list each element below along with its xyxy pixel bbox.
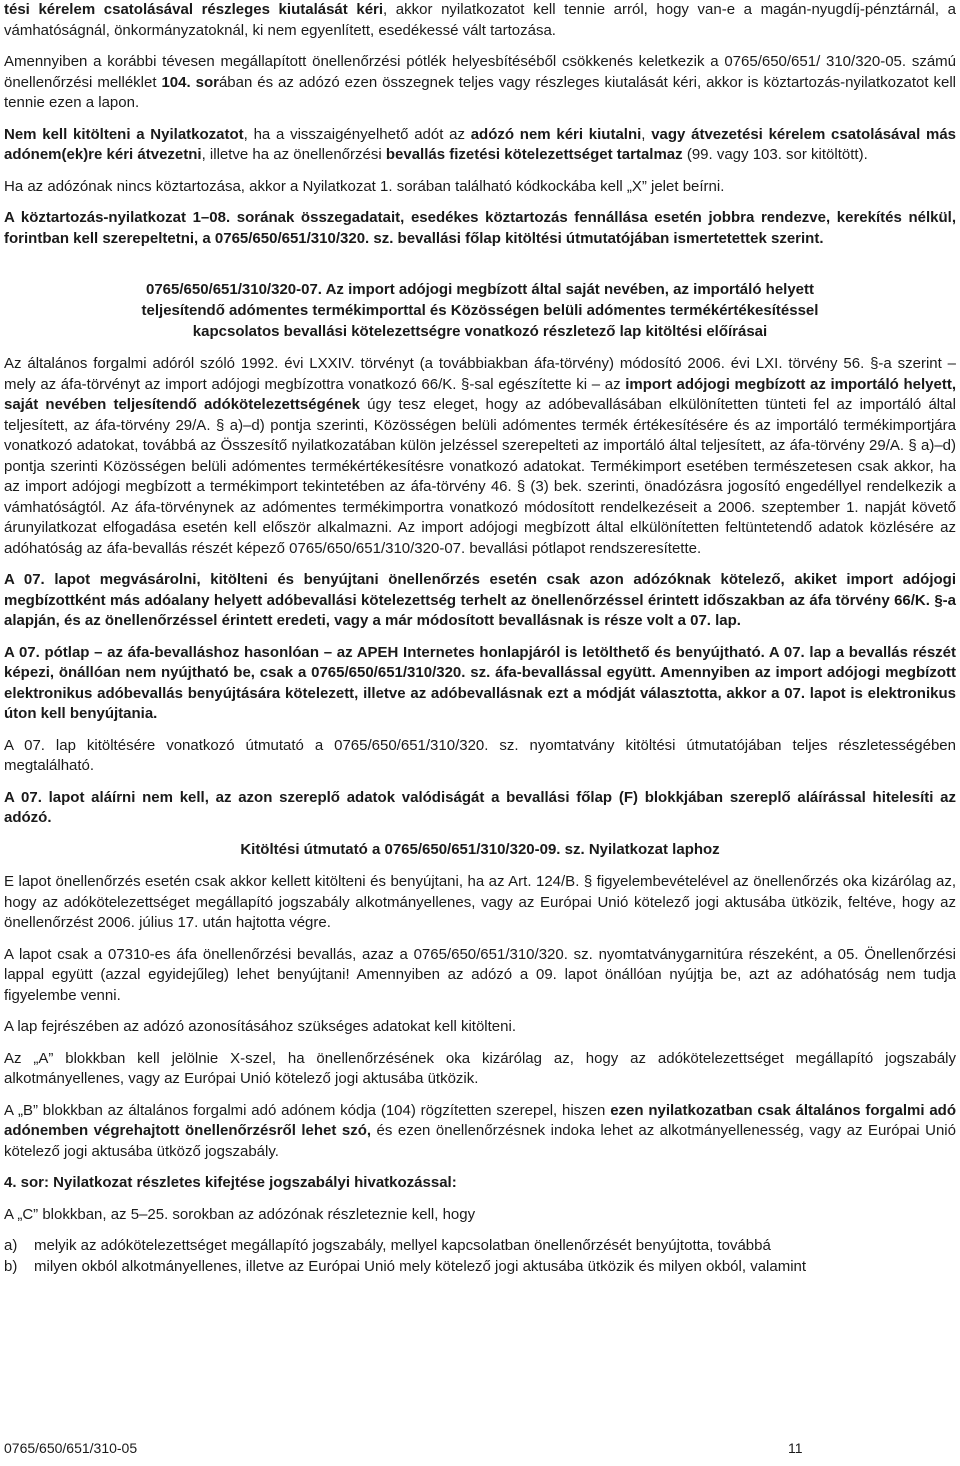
bold-text: import adójogi megbízott az importáló helyett, saját nevében teljesítendő adókötelezettségének: [4, 375, 956, 413]
paragraph-1: [4, 0, 956, 41]
paragraph-2: [4, 52, 956, 114]
paragraph-7: A 07. lapot megvásárolni, kitölteni és benyújtani önellenőrzés esetén csak azon adózóknak kötelező, akiket import adójogi megbízottként más adóalany helyett adóbevallási kötelezettség terhelt az önellenőrzéssel érintett időszakban az áfa törvény 66/K. §-a alapján, és az önellenőrzéssel érintett eredeti, vagy a már módosított bevallásnak is része volt a 07. lap.: [4, 571, 956, 629]
text: Amennyiben a korábbi tévesen megállapított önellenőrzési pótlék helyesbítéséből csökkenés keletkezik a 0765/650/651/ 310/320-05. számú önellenőrzési melléklet: [4, 53, 956, 91]
document-page: [4, 0, 956, 1283]
text: (99. vagy 103. sor kitöltött).: [682, 146, 868, 163]
page-number: 11: [788, 1440, 803, 1456]
heading-line: kapcsolatos bevallási kötelezettségre vonatkozó részletező lap kitöltési előírásai: [192, 323, 768, 340]
text: és ezen önellenőrzésnek indoka lehet az alkotmányellenesség, vagy az Európai Unió kötelező jogi aktusába ütköző jogszabály.: [4, 1122, 956, 1160]
item-list: [4, 1236, 956, 1277]
list-item-text: melyik az adókötelezettséget megállapító jogszabály, mellyel kapcsolatban önellenőrzését benyújtotta, továbbá: [34, 1237, 771, 1254]
list-marker: a): [4, 1237, 18, 1254]
bold-text: tési kérelem csatolásával részleges kiutalását kéri: [4, 1, 384, 18]
text: , akkor nyilatkozatot kell tennie arról, hogy van-e a magán-nyugdíj-pénztárnál, a vámhatóságnál, önkormányzatoknál, ki nem egyenlített, esedékessé vált tartozása.: [4, 1, 956, 39]
paragraph-16: 4. sor: Nyilatkozat részletes kifejtése jogszabályi hivatkozással:: [4, 1174, 457, 1191]
bold-text: ezen nyilatkozatban csak általános forgalmi adó adónemben végrehajtott önellenőrzésről lehet szó,: [4, 1101, 957, 1139]
text: ában és az adózó ezen összegnek teljes vagy részleges kiutalását kéri, akkor is köztartozás-nyilatkozatot kell tennie ezen a lapon.: [4, 73, 956, 111]
section-heading-07: [4, 279, 956, 342]
bold-text: 104. sor: [161, 73, 219, 91]
text: , illetve ha az önellenőrzési: [201, 146, 386, 163]
paragraph-12: A lapot csak a 07310-es áfa önellenőrzési bevallás, azaz a 0765/650/651/310/320. sz. nyomtatványgarnitúra részeként, a 05. Önellenőrzési lappal együtt (azzal egyidejűleg) lehet benyújtani! Amennyiben az adózó a 09. lapot önállóan nyújtja be, azt az adóhatóság nem tudja figyelembe venni.: [4, 945, 956, 1004]
bold-text: adózó nem kéri kiutalni: [470, 125, 642, 143]
bold-text: vagy átvezetési kérelem csatolásával más adónem(ek)re kéri átvezetni: [4, 125, 957, 163]
text: ,: [641, 125, 652, 143]
bold-text: Nem kell kitölteni a Nyilatkozatot: [4, 125, 244, 143]
list-marker: b): [4, 1257, 18, 1275]
heading-line: 0765/650/651/310/320-07. Az import adójogi megbízott által saját nevében, az importáló helyett: [145, 281, 814, 298]
list-item: [4, 1236, 956, 1257]
paragraph-14: Az „A” blokkban kell jelölnie X-szel, ha önellenőrzésének oka kizárólag az, hogy az adókötelezettséget megállapító jogszabály alkotmányellenes, vagy az Európai Unió kötelező jogi aktusába ütközik.: [4, 1049, 956, 1087]
form-code: 0765/650/651/310-05: [4, 1440, 138, 1456]
paragraph-6: [4, 354, 956, 559]
paragraph-15: [4, 1101, 956, 1163]
list-item: [4, 1257, 956, 1278]
paragraph-11: E lapot önellenőrzés esetén csak akkor kellett kitölteni és benyújtani, ha az Art. 124/B. § figyelembevételével az önellenőrzés oka kizárólag az, hogy az adókötelezettséget megállapító jogszabály alkotmányellenes, vagy az Európai Unió kötelező jogi aktusába ütközik, feltéve, hogy az önellenőrzést 2006. július 17. után hajtotta végre.: [4, 873, 956, 931]
text: úgy tesz eleget, hogy az adóbevallásában elkülönítetten tünteti fel az importáló által teljesített, az áfa-törvény 29/A. § a)–d) pontja szerinti, Közösségen belüli adómentes termék értékesítésére és az importáló termékimportjára vonatkozó adatokat, továbbá az Összesítő nyilatkozatában külön jelzéssel szerepelteti az importáló által teljesített, az áfa-törvény 29/A. § a)–d) pontja szerinti Közösségen belüli adómentes termékértékesítésre vonatkozó adatokat. Termékimport esetében természetesen csak akkor, ha az import adójogi megbízott a termékimport tekintetében az áfa-törvény 46. § (3) bek. szerinti, önadózásra jogosító engedéllyel rendelkezik a vámhatóságtól. Az áfa-törvénynek az adómentes termékimportra vonatkozó módosított rendelkezéseit a 2006. szeptember 1. napját követő árunyilatkozat elfogadása esetén kell először alkalmazni. Az import adójogi megbízott által elkülönítetten feltüntetendő adatok közlésére az adóhatóság az áfa-bevallás részét képező 0765/650/651/310/320-07. bevallási pótlapot rendszeresítette.: [4, 396, 956, 557]
bold-text: bevallás fizetési kötelezettséget tartalmaz: [385, 146, 683, 163]
section-heading-09: Kitöltési útmutató a 0765/650/651/310/320-09. sz. Nyilatkozat laphoz: [240, 840, 720, 858]
paragraph-17: A „C” blokkban, az 5–25. sorokban az adózónak részleteznie kell, hogy: [4, 1205, 476, 1223]
paragraph-5: A köztartozás-nyilatkozat 1–08. sorának összegadatait, esedékes köztartozás fennállása esetén jobbra rendezve, kerekítés nélkül, forintban kell szerepeltetni, a 0765/650/651/310/320. sz. bevallási főlap kitöltési útmutatójában ismertetettek szerint.: [4, 209, 956, 247]
paragraph-9: A 07. lap kitöltésére vonatkozó útmutató a 0765/650/651/310/320. sz. nyomtatvány kitöltési útmutatójában teljes részletességében megtalálható.: [4, 736, 956, 774]
text: A „B” blokkban az általános forgalmi adó adónem kódja (104) rögzítetten szerepel, hiszen: [4, 1101, 611, 1119]
paragraph-13: A lap fejrészében az adózó azonosításához szükséges adatokat kell kitölteni.: [4, 1018, 516, 1035]
text: , ha a visszaigényelhető adót az: [243, 125, 471, 143]
paragraph-3: [4, 125, 956, 166]
paragraph-4: Ha az adózónak nincs köztartozása, akkor a Nyilatkozat 1. sorában található kódkockába kell „X” jelet beírni.: [4, 177, 725, 195]
heading-line: teljesítendő adómentes termékimporttal és Közösségen belüli adómentes termékértékesítéssel: [141, 302, 819, 319]
text: Az általános forgalmi adóról szóló 1992. évi LXXIV. törvényt (a továbbiakban áfa-törvény) módosító 2006. évi LXI. törvény 56. §-a szerint – mely az áfa-törvényt az import adójogi megbízottra vonatkozó 66/K. §-sal egészítette ki – az: [4, 355, 956, 393]
paragraph-10: A 07. lapot aláírni nem kell, az azon szereplő adatok valódiságát a bevallási főlap (F) blokkjában szereplő aláírással hitelesíti az adózó.: [4, 788, 956, 826]
list-item-text: milyen okból alkotmányellenes, illetve az Európai Unió mely kötelező jogi aktusába ütközik és milyen okból, valamint: [34, 1257, 807, 1275]
paragraph-8: A 07. pótlap – az áfa-bevalláshoz hasonlóan – az APEH Internetes honlapjáról is letölthető és benyújtható. A 07. lap a bevallás részét képezi, önállóan nem nyújtható be, csak a 0765/650/651/310/320. sz. áfa-bevallással együtt. Amennyiben az import adójogi megbízott elektronikus adóbevallás benyújtására kötelezett, illetve az adóbevallásnak ezt a módját választotta, akkor a 07. lapot is elektronikus úton kell benyújtania.: [4, 643, 956, 722]
